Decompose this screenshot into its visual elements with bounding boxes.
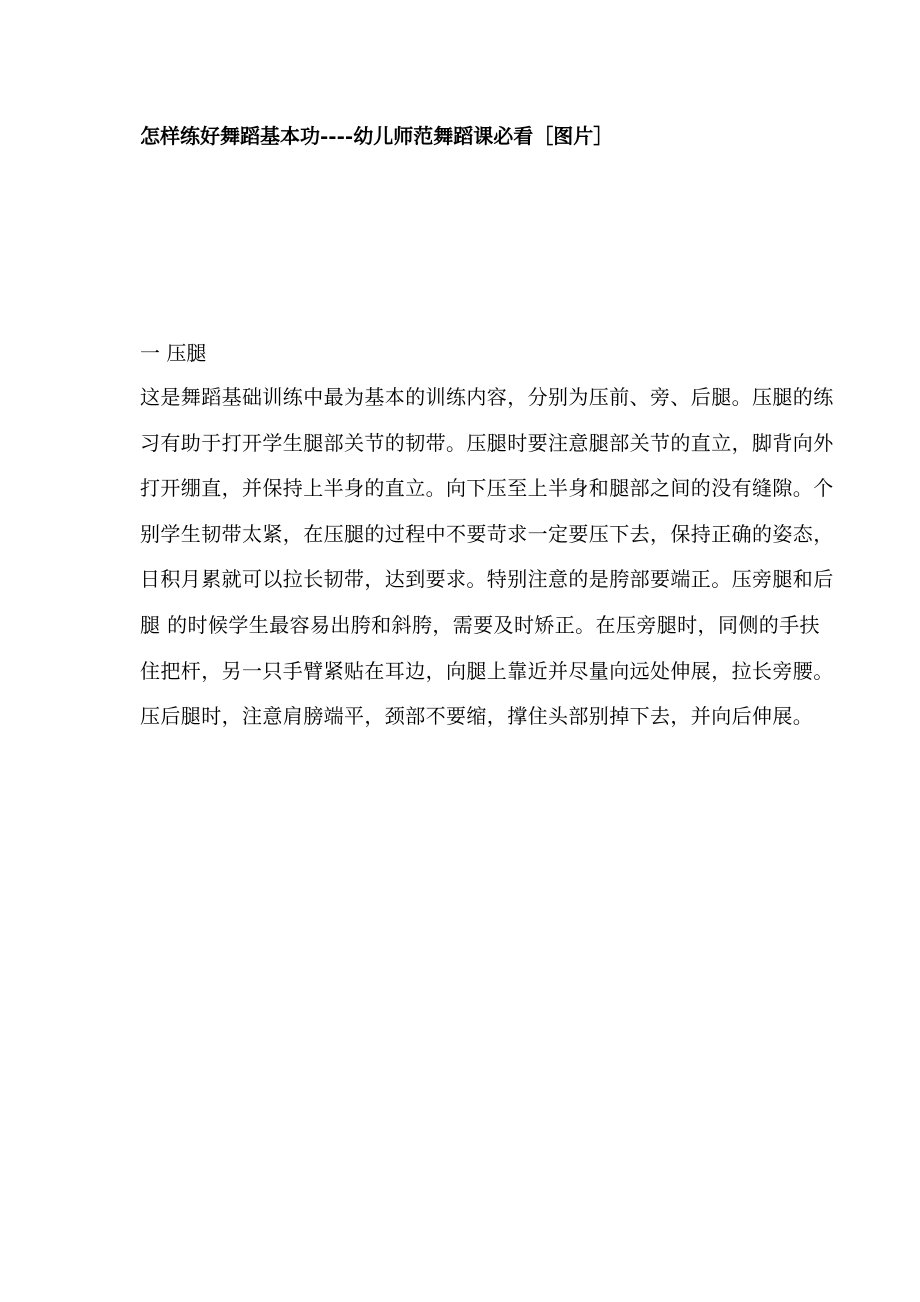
section-heading: 一 压腿 <box>140 341 207 365</box>
body-line: 别学生韧带太紧，在压腿的过程中不要苛求一定要压下去，保持正确的姿态， <box>140 521 834 546</box>
body-line: 这是舞蹈基础训练中最为基本的训练内容，分别为压前、旁、后腿。压腿的练 <box>140 385 834 409</box>
body-line: 日积月累就可以拉长韧带，达到要求。特别注意的是胯部要端正。压旁腿和后 <box>140 567 834 592</box>
body-line: 压后腿时，注意肩膀端平，颈部不要缩，撑住头部别掉下去，并向后伸展。 <box>140 704 814 729</box>
body-line: 住把杆，另一只手臂紧贴在耳边，向腿上靠近并尽量向远处伸展，拉长旁腰。 <box>140 658 834 683</box>
body-line: 打开绷直，并保持上半身的直立。向下压至上半身和腿部之间的没有缝隙。个 <box>140 476 834 501</box>
document-title: 怎样练好舞蹈基本功----幼儿师范舞蹈课必看［图片］ <box>140 124 614 148</box>
body-line: 腿 的时候学生最容易出胯和斜胯，需要及时矫正。在压旁腿时，同侧的手扶 <box>140 612 820 637</box>
body-line: 习有助于打开学生腿部关节的韧带。压腿时要注意腿部关节的直立，脚背向外 <box>140 430 834 455</box>
body-paragraph <box>140 382 880 747</box>
